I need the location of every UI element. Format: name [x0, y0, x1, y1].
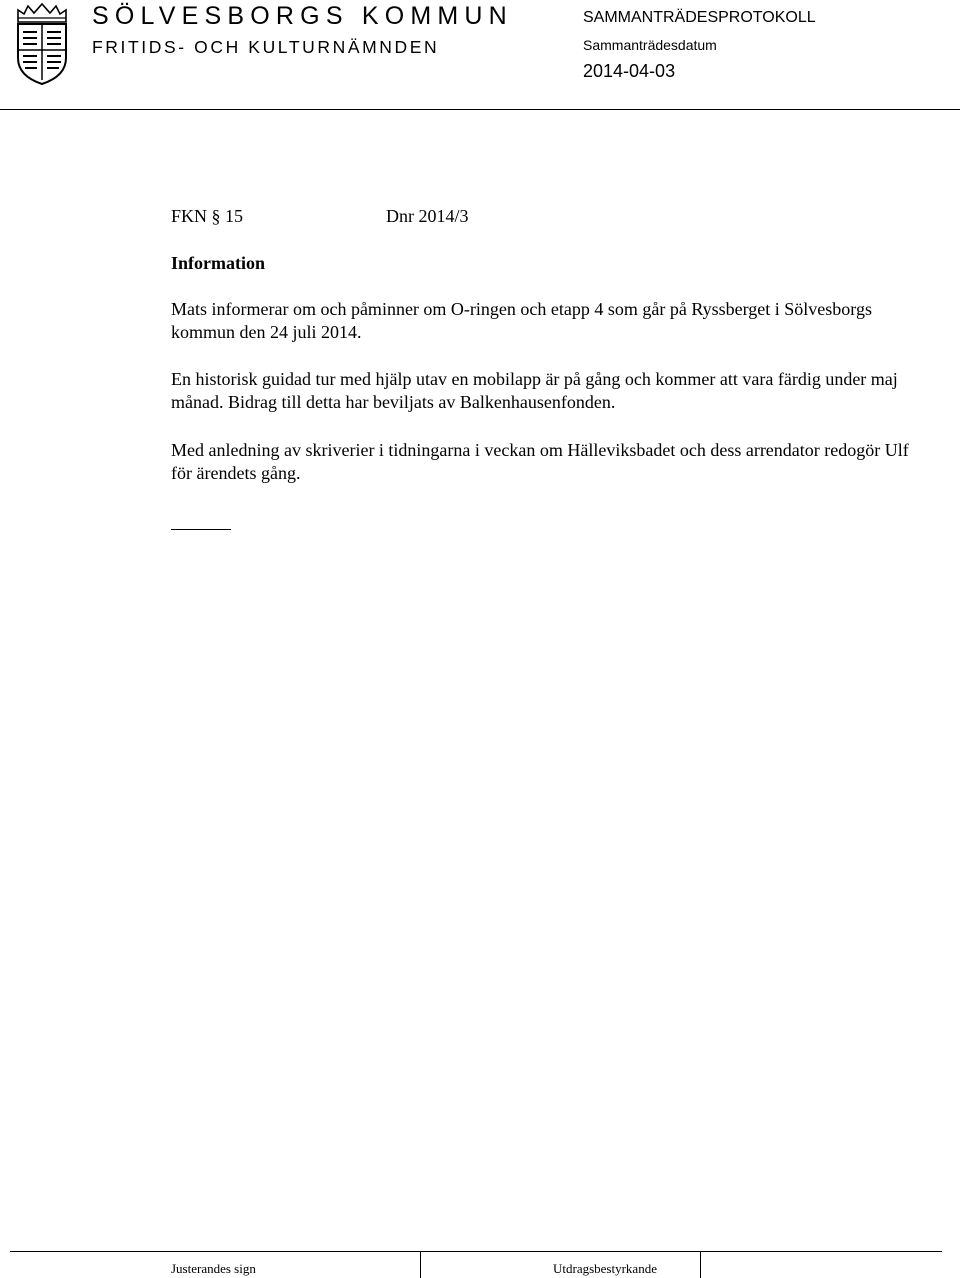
- case-number: Dnr 2014/3: [386, 206, 469, 226]
- meeting-date-label: Sammanträdesdatum: [583, 37, 717, 53]
- paragraph-1: Mats informerar om och påminner om O-ringen och etapp 4 som går på Ryssberget i Sölvesborgs kommun den 24 juli 2014.: [171, 299, 872, 342]
- section-end-rule: [171, 529, 231, 530]
- document-type: SAMMANTRÄDESPROTOKOLL: [583, 9, 816, 26]
- header-divider: [0, 109, 960, 110]
- signature-box: [420, 1251, 521, 1278]
- section-number: FKN § 15: [171, 206, 244, 226]
- signature-label: Justerandes sign: [171, 1261, 256, 1276]
- section-heading: Information: [171, 253, 265, 273]
- paragraph-2: En historisk guidad tur med hjälp utav en mobilapp är på gång och kommer att vara färdig under maj månad. Bidrag till detta har beviljats av Balkenhausenfonden.: [171, 369, 898, 412]
- organization-name: SÖLVESBORGS KOMMUN: [92, 2, 513, 30]
- extract-box: [700, 1251, 801, 1278]
- extract-certification-label: Utdragsbestyrkande: [553, 1261, 657, 1276]
- organization-department: FRITIDS- OCH KULTURNÄMNDEN: [92, 37, 440, 57]
- meeting-date-value: 2014-04-03: [583, 61, 676, 81]
- municipal-crest-icon: [14, 2, 70, 86]
- paragraph-3: Med anledning av skriverier i tidningarna i veckan om Hälleviksbadet och dess arrendator redogör Ulf för ärendets gång.: [171, 440, 909, 483]
